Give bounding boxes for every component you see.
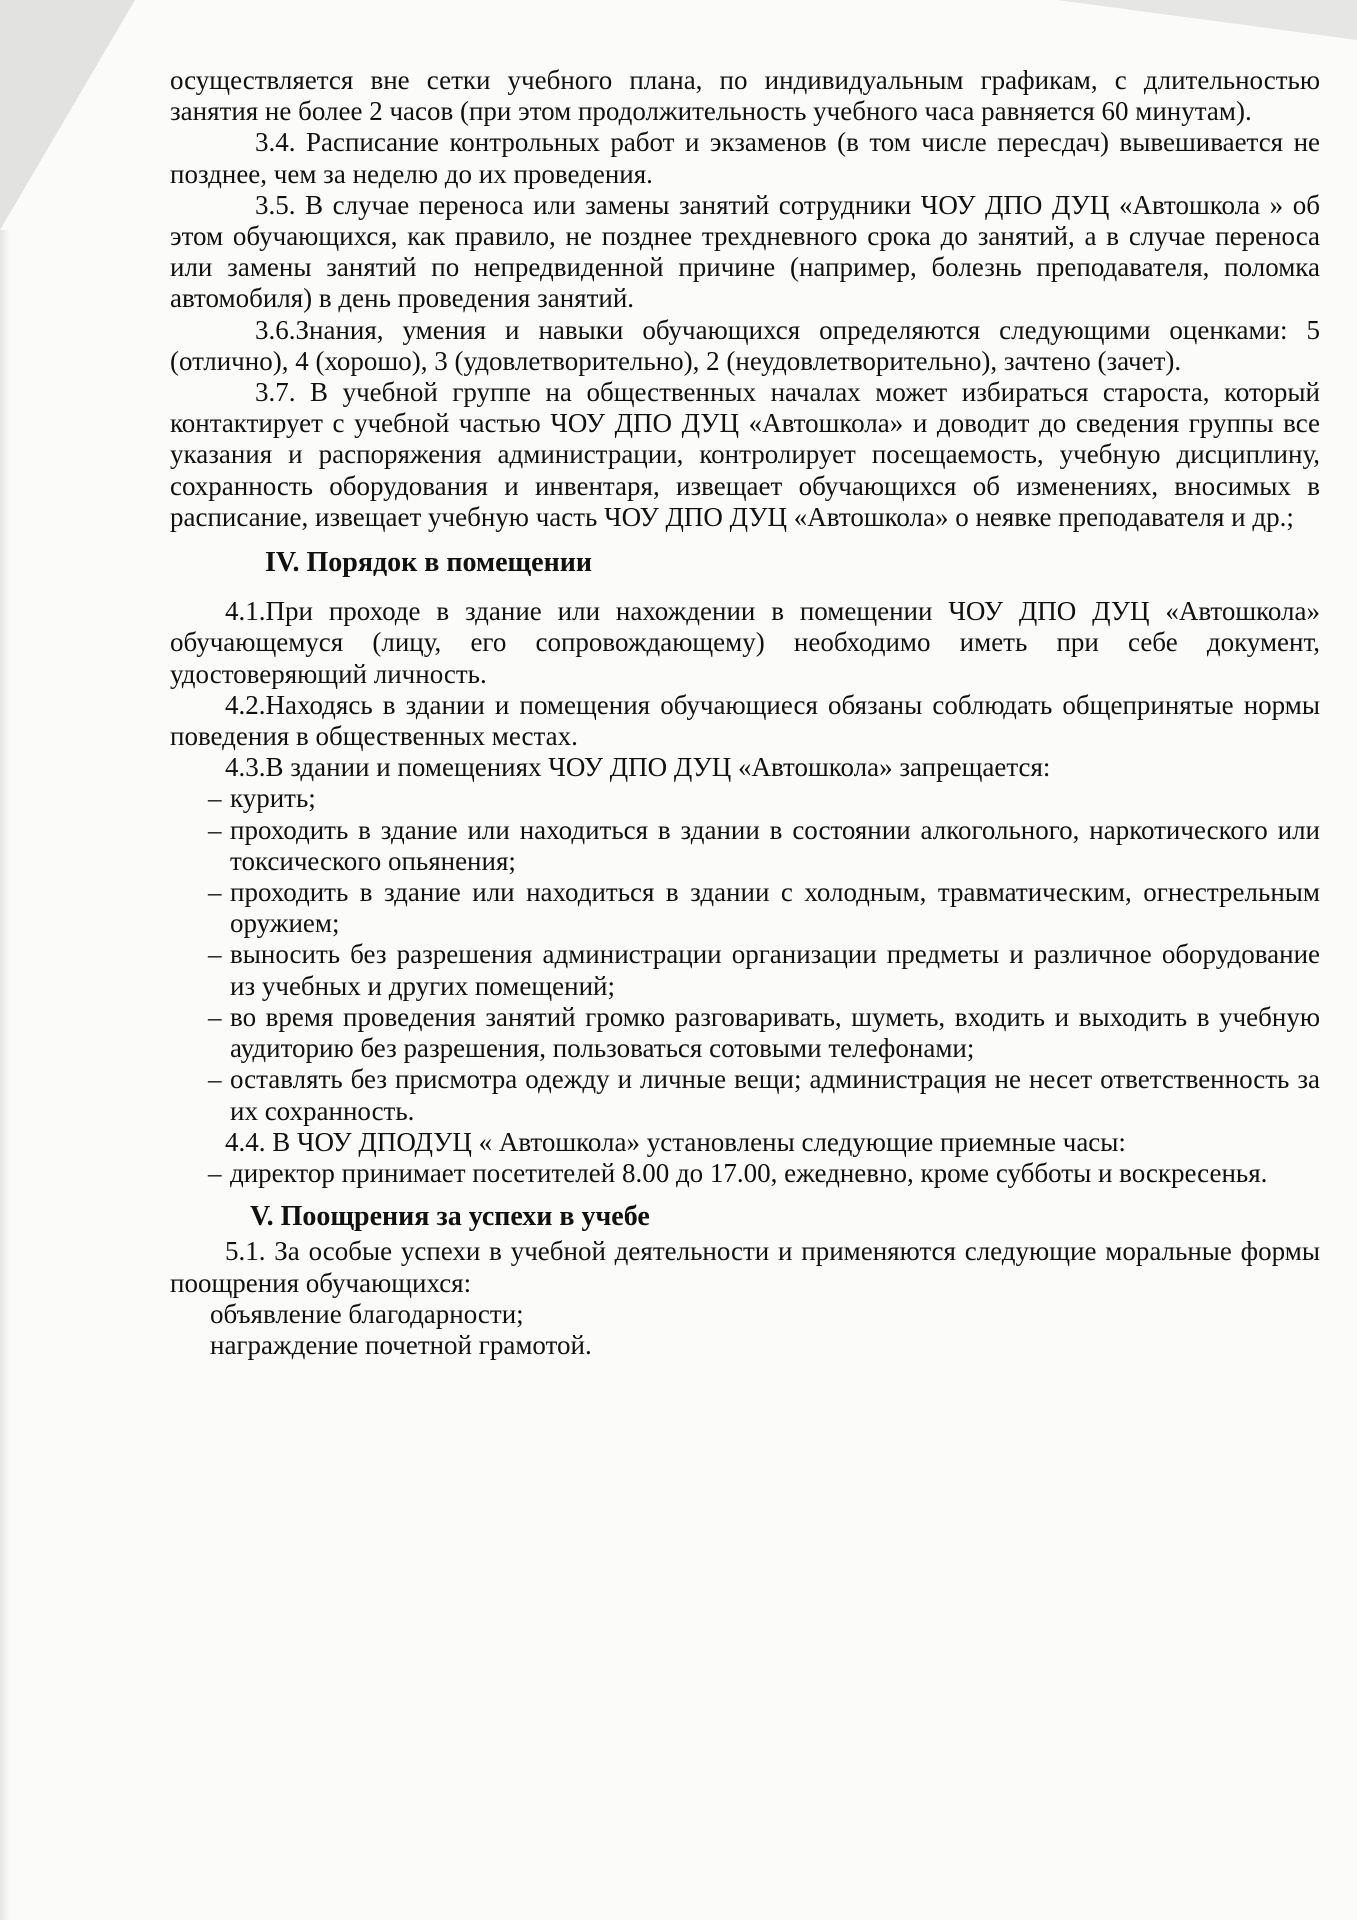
reception-list bbox=[170, 1158, 1320, 1189]
scan-edge-shadow bbox=[0, 230, 10, 1920]
section-heading-4: IV. Порядок в помещении bbox=[265, 547, 592, 579]
dash-marker: – bbox=[208, 1157, 222, 1188]
dash-marker: – bbox=[208, 939, 222, 970]
paragraph-5-1: 5.1. За особые успехи в учебной деятельности и применяются следующие моральные формы поощрения обучающихся: bbox=[170, 1236, 1320, 1298]
paragraph-4-3: 4.3.В здании и помещениях ЧОУ ДПО ДУЦ «Автошкола» запрещается: bbox=[225, 752, 1051, 783]
prohibited-list bbox=[170, 783, 1320, 1126]
list-item bbox=[208, 1001, 1320, 1064]
list-item-text: проходить в здание или находиться в здании в состоянии алкогольного, наркотического или токсического опьянения; bbox=[230, 814, 1320, 876]
dash-marker: – bbox=[208, 1064, 222, 1095]
reward-form-item: объявление благодарности; bbox=[210, 1298, 524, 1329]
scan-corner-shadow bbox=[0, 0, 135, 230]
list-item-text: выносить без разрешения администрации организации предметы и различное оборудование из учебных и других помещений; bbox=[230, 939, 1320, 1001]
list-item-text: во время проведения занятий громко разговаривать, шуметь, входить и выходить в учебную аудиторию без разрешения, пользоваться сотовыми телефонами; bbox=[230, 1001, 1320, 1064]
paragraph-3-6: 3.6.Знания, умения и навыки обучающихся определяются следующими оценками: 5 (отлично), 4 (хорошо), 3 (удовлетворительно), 2 (неудовлетворительно), зачтено (зачет). bbox=[170, 314, 1320, 376]
paragraph-4-2: 4.2.Находясь в здании и помещения обучающиеся обязаны соблюдать общепринятые нормы поведения в общественных местах. bbox=[170, 689, 1320, 752]
paragraph-4-4: 4.4. В ЧОУ ДПОДУЦ « Автошкола» установлены следующие приемные часы: bbox=[225, 1126, 1126, 1157]
list-item bbox=[208, 783, 1320, 814]
paragraph-continuation: осуществляется вне сетки учебного плана, по индивидуальным графикам, с длительностью занятия не более 2 часов (при этом продолжительность учебного часа равняется 60 минутам). bbox=[170, 65, 1320, 127]
list-item bbox=[208, 1064, 1320, 1126]
paragraph-3-7: 3.7. В учебной группе на общественных началах может избираться староста, который контактирует с учебной частью ЧОУ ДПО ДУЦ «Автошкола» и доводит до сведения группы все указания и распоряжения администрации, контролирует посещаемость, учебную дисциплину, сохранность оборудования и инвентаря, извещает обучающихся об изменениях, вносимых в расписание, извещает учебную часть ЧОУ ДПО ДУЦ «Автошкола» о неявке преподавателя и др.; bbox=[170, 377, 1320, 532]
list-item-text: оставлять без присмотра одежду и личные вещи; администрация не несет ответственность за их сохранность. bbox=[230, 1064, 1320, 1126]
section-heading-5: V. Поощрения за успехи в учебе bbox=[250, 1201, 650, 1233]
paragraph-3-4: 3.4. Расписание контрольных работ и экзаменов (в том числе пересдач) вывешивается не позднее, чем за неделю до их проведения. bbox=[170, 127, 1320, 189]
document-body bbox=[170, 65, 1320, 1361]
list-item-text: проходить в здание или находиться в здании с холодным, травматическим, огнестрельным оружием; bbox=[230, 877, 1320, 939]
scan-corner-shadow-right bbox=[1057, 0, 1357, 40]
list-item bbox=[208, 1157, 1320, 1189]
list-item-text: директор принимает посетителей 8.00 до 17.00, ежедневно, кроме субботы и воскресенья. bbox=[230, 1157, 1268, 1188]
dash-marker: – bbox=[208, 877, 222, 908]
list-item-text: курить; bbox=[230, 783, 316, 814]
list-item bbox=[208, 814, 1320, 877]
dash-marker: – bbox=[208, 783, 222, 814]
paragraph-3-5: 3.5. В случае переноса или замены занятий сотрудники ЧОУ ДПО ДУЦ «Автошкола » об этом обучающихся, как правило, не позднее трехдневного срока до занятий, а в случае переноса или замены занятий по непредвиденной причине (например, болезнь преподавателя, поломка автомобиля) в день проведения занятий. bbox=[170, 189, 1320, 314]
list-item bbox=[208, 939, 1320, 1001]
list-item bbox=[208, 877, 1320, 939]
paragraph-4-1: 4.1.При проходе в здание или нахождении в помещении ЧОУ ДПО ДУЦ «Автошкола» обучающемуся (лицу, его сопровождающему) необходимо иметь при себе документ, удостоверяющий личность. bbox=[170, 596, 1320, 689]
dash-marker: – bbox=[208, 1001, 222, 1032]
dash-marker: – bbox=[208, 814, 222, 845]
reward-form-item: награждение почетной грамотой. bbox=[210, 1329, 592, 1360]
